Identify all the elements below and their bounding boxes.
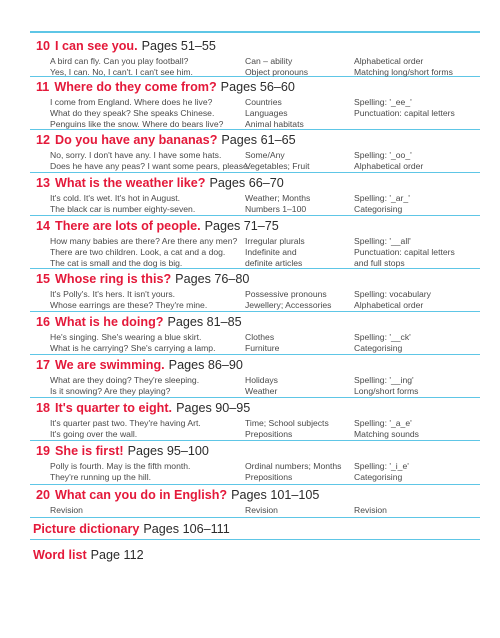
example-sentence: I come from England. Where does he live?: [50, 96, 213, 107]
extra-heading: [33, 547, 144, 563]
grammar-topic: Object pronouns: [245, 66, 309, 77]
grammar-topic: Time; School subjects: [245, 417, 329, 428]
example-sentence: What is he carrying? She's carrying a lamp.: [50, 342, 216, 353]
unit-number: 12: [36, 133, 51, 147]
unit-pages: Pages 76–80: [175, 272, 250, 286]
skills-item: Alphabetical order: [354, 299, 424, 310]
section-pages: Pages 106–111: [143, 522, 230, 536]
unit-pages: Pages 95–100: [127, 444, 209, 458]
unit-title: There are lots of people.: [55, 219, 201, 233]
unit-heading: [36, 271, 249, 287]
unit-pages: Pages 86–90: [168, 358, 243, 372]
unit-heading: [36, 443, 209, 459]
example-sentence: No, sorry. I don't have any. I have some hats.: [50, 149, 222, 160]
unit-number: 16: [36, 315, 51, 329]
skills-item: Spelling: '__ing': [354, 374, 414, 385]
example-sentence: Polly is fourth. May is the fifth month.: [50, 460, 191, 471]
skills-item: Punctuation: capital letters: [354, 246, 455, 257]
section-pages: Page 112: [90, 548, 144, 562]
unit-heading: [36, 487, 319, 503]
unit-heading: [36, 132, 296, 148]
example-sentence: The black car is number eighty-seven.: [50, 203, 196, 214]
unit-number: 18: [36, 401, 51, 415]
grammar-topic: Ordinal numbers; Months: [245, 460, 342, 471]
example-sentence: A bird can fly. Can you play football?: [50, 55, 189, 66]
skills-item: and full stops: [354, 258, 405, 269]
skills-item: Revision: [354, 504, 387, 515]
top-rule: [30, 31, 480, 33]
example-sentence: How many babies are there? Are there any men?: [50, 235, 238, 246]
grammar-topic: Weather: [245, 385, 278, 396]
skills-item: Alphabetical order: [354, 160, 424, 171]
grammar-topic: Languages: [245, 107, 288, 118]
unit-pages: Pages 81–85: [167, 315, 242, 329]
skills-item: Spelling: '_ee_': [354, 96, 412, 107]
example-sentence: It's quarter past two. They're having Art.: [50, 417, 201, 428]
unit-title: What is he doing?: [55, 315, 164, 329]
grammar-topic: Can – ability: [245, 55, 293, 66]
grammar-topic: Irregular plurals: [245, 235, 305, 246]
unit-number: 14: [36, 219, 51, 233]
example-sentence: Revision: [50, 504, 83, 515]
unit-number: 15: [36, 272, 51, 286]
skills-item: Matching long/short forms: [354, 66, 453, 77]
units-table: [30, 36, 480, 566]
unit-row: [30, 269, 480, 312]
unit-number: 10: [36, 39, 51, 53]
unit-title: Do you have any bananas?: [55, 133, 218, 147]
example-sentence: Yes, I can. No, I can't. I can't see him.: [50, 66, 193, 77]
unit-pages: Pages 56–60: [220, 80, 295, 94]
example-sentence: What are they doing? They're sleeping.: [50, 374, 200, 385]
unit-heading: [36, 79, 295, 95]
section-title: Word list: [33, 548, 87, 562]
unit-heading: [36, 38, 216, 54]
unit-row: [30, 312, 480, 355]
unit-row: [30, 173, 480, 216]
unit-pages: Pages 90–95: [176, 401, 251, 415]
unit-number: 19: [36, 444, 51, 458]
grammar-topic: Numbers 1–100: [245, 203, 307, 214]
example-sentence: What do they speak? She speaks Chinese.: [50, 107, 215, 118]
skills-item: Punctuation: capital letters: [354, 107, 455, 118]
grammar-topic: Prepositions: [245, 428, 293, 439]
unit-row: [30, 130, 480, 173]
skills-item: Spelling: '_oo_': [354, 149, 412, 160]
unit-number: 13: [36, 176, 51, 190]
unit-row: [30, 441, 480, 485]
grammar-topic: Prepositions: [245, 471, 293, 482]
skills-item: Matching sounds: [354, 428, 419, 439]
skills-item: Spelling: '_ar_': [354, 192, 410, 203]
example-sentence: The cat is small and the dog is big.: [50, 258, 183, 269]
grammar-topic: Vegetables; Fruit: [245, 160, 310, 171]
grammar-topic: Indefinite and: [245, 246, 297, 257]
grammar-topic: Furniture: [245, 342, 280, 353]
unit-row: [30, 77, 480, 130]
unit-number: 20: [36, 488, 51, 502]
grammar-topic: Some/Any: [245, 149, 285, 160]
skills-item: Categorising: [354, 203, 403, 214]
skills-item: Long/short forms: [354, 385, 419, 396]
skills-item: Spelling: '__ck': [354, 331, 411, 342]
extra-heading: [33, 521, 230, 537]
skills-item: Categorising: [354, 471, 403, 482]
skills-item: Spelling: '__all': [354, 235, 411, 246]
unit-number: 17: [36, 358, 51, 372]
unit-title: It's quarter to eight.: [55, 401, 173, 415]
grammar-topic: Holidays: [245, 374, 278, 385]
unit-row: [30, 398, 480, 441]
example-sentence: Does he have any peas? I want some pears, please.: [50, 160, 251, 171]
unit-pages: Pages 66–70: [209, 176, 284, 190]
grammar-topic: Jewellery; Accessories: [245, 299, 332, 310]
skills-item: Categorising: [354, 342, 403, 353]
unit-title: We are swimming.: [55, 358, 165, 372]
extra-row: [30, 540, 480, 566]
example-sentence: There are two children. Look, a cat and a dog.: [50, 246, 226, 257]
unit-title: What can you do in English?: [55, 488, 228, 502]
unit-heading: [36, 357, 243, 373]
grammar-topic: Clothes: [245, 331, 275, 342]
grammar-topic: definite articles: [245, 258, 303, 269]
unit-heading: [36, 400, 250, 416]
skills-item: Spelling: vocabulary: [354, 288, 431, 299]
unit-pages: Pages 61–65: [221, 133, 296, 147]
example-sentence: They're running up the hill.: [50, 471, 152, 482]
example-sentence: It's cold. It's wet. It's hot in August.: [50, 192, 181, 203]
extra-row: [30, 518, 480, 540]
grammar-topic: Countries: [245, 96, 282, 107]
unit-title: What is the weather like?: [55, 176, 206, 190]
unit-heading: [36, 314, 242, 330]
example-sentence: It's going over the wall.: [50, 428, 138, 439]
example-sentence: It's Polly's. It's hers. It isn't yours.: [50, 288, 175, 299]
example-sentence: Penguins like the snow. Where do bears live?: [50, 119, 224, 130]
skills-item: Alphabetical order: [354, 55, 424, 66]
unit-row: [30, 216, 480, 269]
section-title: Picture dictionary: [33, 522, 140, 536]
unit-row: [30, 36, 480, 77]
unit-row: [30, 355, 480, 398]
unit-title: She is first!: [55, 444, 124, 458]
unit-title: I can see you.: [55, 39, 138, 53]
unit-pages: Pages 101–105: [231, 488, 320, 502]
example-sentence: He's singing. She's wearing a blue skirt.: [50, 331, 202, 342]
unit-row: [30, 485, 480, 518]
unit-heading: [36, 175, 284, 191]
grammar-topic: Revision: [245, 504, 278, 515]
unit-number: 11: [36, 80, 50, 94]
example-sentence: Is it snowing? Are they playing?: [50, 385, 171, 396]
skills-item: Spelling: '_i_e': [354, 460, 409, 471]
grammar-topic: Possessive pronouns: [245, 288, 327, 299]
unit-heading: [36, 218, 279, 234]
grammar-topic: Weather; Months: [245, 192, 311, 203]
unit-title: Whose ring is this?: [55, 272, 172, 286]
unit-pages: Pages 51–55: [141, 39, 216, 53]
example-sentence: Whose earrings are these? They're mine.: [50, 299, 208, 310]
skills-item: Spelling: '_a_e': [354, 417, 412, 428]
unit-pages: Pages 71–75: [204, 219, 279, 233]
grammar-topic: Animal habitats: [245, 119, 304, 130]
unit-title: Where do they come from?: [54, 80, 217, 94]
